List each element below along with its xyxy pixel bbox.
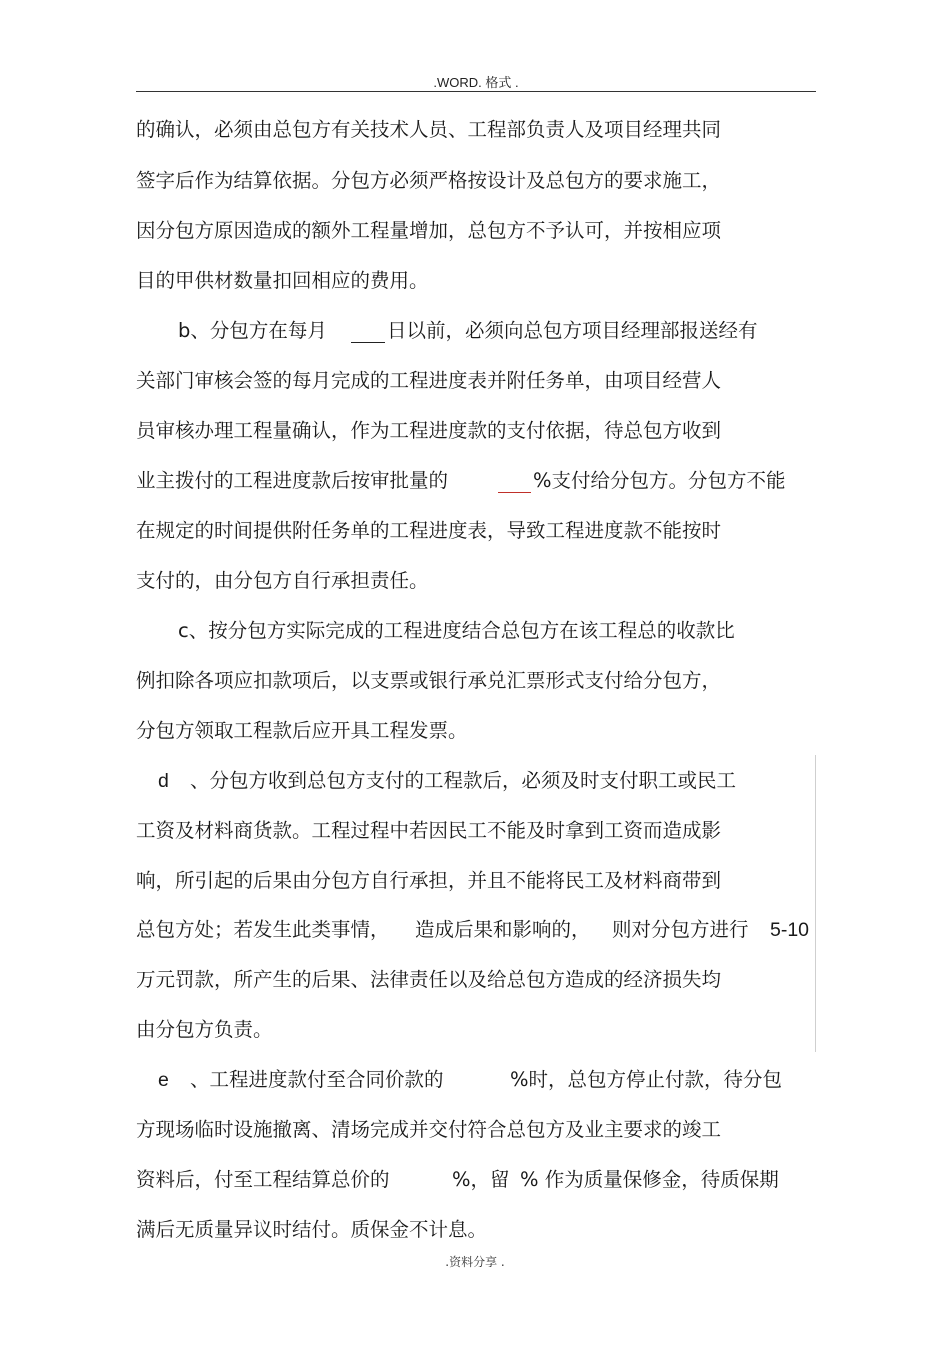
paragraph-b-line-4-end: %支付给分包方。分包方不能: [533, 469, 786, 492]
paragraph-e-line-3-c: % 作为质量保修金，待质保期: [520, 1168, 779, 1191]
paragraph-b-line-1-start: b、分包方在每月: [178, 319, 327, 342]
paragraph-d-marker: d: [158, 770, 169, 792]
paragraph-e-marker: e: [158, 1069, 169, 1091]
paragraph-b-line-5: 在规定的时间提供附任务单的工程进度表，导致工程进度款不能按时: [136, 519, 722, 542]
paragraph-e-line-1-end: %时，总包方停止付款，待分包: [510, 1068, 783, 1091]
paragraph-d-line-3: 响，所引起的后果由分包方自行承担，并且不能将民工及材料商带到: [136, 869, 722, 892]
paragraph-a-line-3: 因分包方原因造成的额外工程量增加，总包方不予认可，并按相应项: [136, 219, 722, 242]
percent-blank: [498, 492, 531, 493]
penalty-range: 5-10: [770, 919, 810, 941]
paragraph-d-line-4-c: 则对分包方进行: [612, 918, 749, 941]
page-footer: .资料分享 .: [445, 1255, 505, 1269]
margin-rule: [815, 755, 816, 1052]
header-rule: [136, 91, 816, 92]
page-header: .WORD. 格式 .: [433, 75, 519, 90]
paragraph-c-line-2: 例扣除各项应扣款项后，以支票或银行承兑汇票形式支付给分包方，: [136, 669, 722, 692]
paragraph-c-line-1: c、按分包方实际完成的工程进度结合总包方在该工程总的收款比: [178, 619, 735, 642]
paragraph-e-line-4: 满后无质量异议时结付。质保金不计息。: [136, 1218, 488, 1241]
paragraph-b-line-3: 员审核办理工程量确认，作为工程进度款的支付依据，待总包方收到: [136, 419, 722, 442]
paragraph-a-line-1: 的确认，必须由总包方有关技术人员、工程部负责人及项目经理共同: [136, 118, 722, 141]
paragraph-e-line-3-a: 资料后，付至工程结算总价的: [136, 1168, 390, 1191]
paragraph-d-line-6: 由分包方负责。: [136, 1018, 273, 1041]
paragraph-a-line-4: 目的甲供材数量扣回相应的费用。: [136, 269, 429, 292]
paragraph-b-line-2: 关部门审核会签的每月完成的工程进度表并附任务单，由项目经营人: [136, 369, 722, 392]
paragraph-d-line-2: 工资及材料商货款。工程过程中若因民工不能及时拿到工资而造成影: [136, 819, 722, 842]
paragraph-d-line-5: 万元罚款，所产生的后果、法律责任以及给总包方造成的经济损失均: [136, 968, 722, 991]
paragraph-b-line-4-start: 业主拨付的工程进度款后按审批量的: [136, 469, 449, 492]
paragraph-c-line-3: 分包方领取工程款后应开具工程发票。: [136, 719, 468, 742]
paragraph-b-line-1-end: 日以前，必须向总包方项目经理部报送经有: [387, 319, 758, 342]
paragraph-d-line-4-a: 总包方处；若发生此类事情，: [136, 918, 390, 941]
paragraph-e-line-1-start: 、工程进度款付至合同价款的: [190, 1068, 444, 1091]
paragraph-e-line-3-b: %，留: [452, 1168, 510, 1191]
paragraph-e-line-2: 方现场临时设施撤离、清场完成并交付符合总包方及业主要求的竣工: [136, 1118, 722, 1141]
paragraph-d-line-1: 、分包方收到总包方支付的工程款后，必须及时支付职工或民工: [190, 769, 737, 792]
paragraph-d-line-4-b: 造成后果和影响的，: [415, 918, 591, 941]
day-blank: [351, 342, 385, 343]
paragraph-b-line-6: 支付的，由分包方自行承担责任。: [136, 569, 429, 592]
paragraph-a-line-2: 签字后作为结算依据。分包方必须严格按设计及总包方的要求施工，: [136, 169, 722, 192]
